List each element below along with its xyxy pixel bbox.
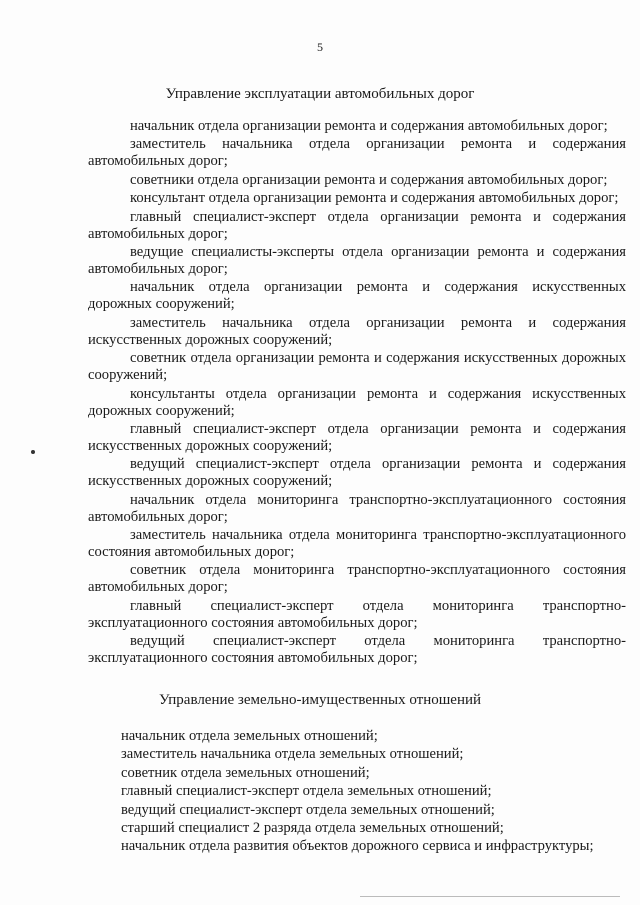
- list-item: главный специалист-эксперт отдела организации ремонта и содержания искусственных дорожных сооружений;: [88, 420, 626, 454]
- list-item: заместитель начальника отдела организации ремонта и содержания искусственных дорожных сооружений;: [88, 314, 626, 348]
- list-item: ведущие специалисты-эксперты отдела организации ремонта и содержания автомобильных дорог;: [88, 243, 626, 277]
- list-item: советник отдела земельных отношений;: [121, 764, 370, 781]
- list-item: главный специалист-эксперт отдела организации ремонта и содержания автомобильных дорог;: [88, 208, 626, 242]
- list-item: заместитель начальника отдела земельных отношений;: [121, 746, 464, 763]
- section-title-land-property: Управление земельно-имущественных отношений: [158, 692, 482, 708]
- list-item: советник отдела организации ремонта и содержания искусственных дорожных сооружений;: [88, 350, 626, 384]
- list-item: консультант отдела организации ремонта и содержания автомобильных дорог;: [130, 190, 619, 207]
- list-item: начальник отдела организации ремонта и содержания искусственных дорожных сооружений;: [88, 279, 626, 313]
- list-item: начальник отдела развития объектов дорожного сервиса и инфраструктуры;: [121, 838, 594, 855]
- list-item: начальник отдела организации ремонта и содержания автомобильных дорог;: [130, 118, 608, 134]
- position-list-road-maintenance: [88, 118, 626, 669]
- list-item: начальник отдела земельных отношений;: [121, 728, 378, 744]
- scan-edge-line: [360, 896, 620, 897]
- list-item: советники отдела организации ремонта и содержания автомобильных дорог;: [130, 171, 608, 188]
- list-item: ведущий специалист-эксперт отдела организации ремонта и содержания искусственных дорожных сооружений;: [88, 456, 626, 490]
- scan-speck: [31, 450, 35, 454]
- list-item: старший специалист 2 разряда отдела земельных отношений;: [121, 820, 504, 837]
- page-number: 5: [317, 40, 323, 54]
- list-item: ведущий специалист-эксперт отдела земельных отношений;: [121, 801, 495, 818]
- list-item: заместитель начальника отдела мониторинга транспортно-эксплуатационного состояния автомобильных дорог;: [88, 527, 626, 561]
- list-item: главный специалист-эксперт отдела мониторинга транспортно-эксплуатационного состояния автомобильных дорог;: [88, 597, 626, 631]
- list-item: главный специалист-эксперт отдела земельных отношений;: [121, 783, 492, 800]
- list-item: заместитель начальника отдела организации ремонта и содержания автомобильных дорог;: [88, 136, 626, 170]
- list-item: начальник отдела мониторинга транспортно-эксплуатационного состояния автомобильных дорог;: [88, 491, 626, 525]
- list-item: советник отдела мониторинга транспортно-эксплуатационного состояния автомобильных дорог;: [88, 562, 626, 596]
- section-title-road-maintenance: Управление эксплуатации автомобильных дорог: [165, 86, 475, 102]
- list-item: консультанты отдела организации ремонта и содержания искусственных дорожных сооружений;: [88, 385, 626, 419]
- list-item: ведущий специалист-эксперт отдела мониторинга транспортно-эксплуатационного состояния автомобильных дорог;: [88, 633, 626, 667]
- position-list-land-property: [121, 727, 621, 856]
